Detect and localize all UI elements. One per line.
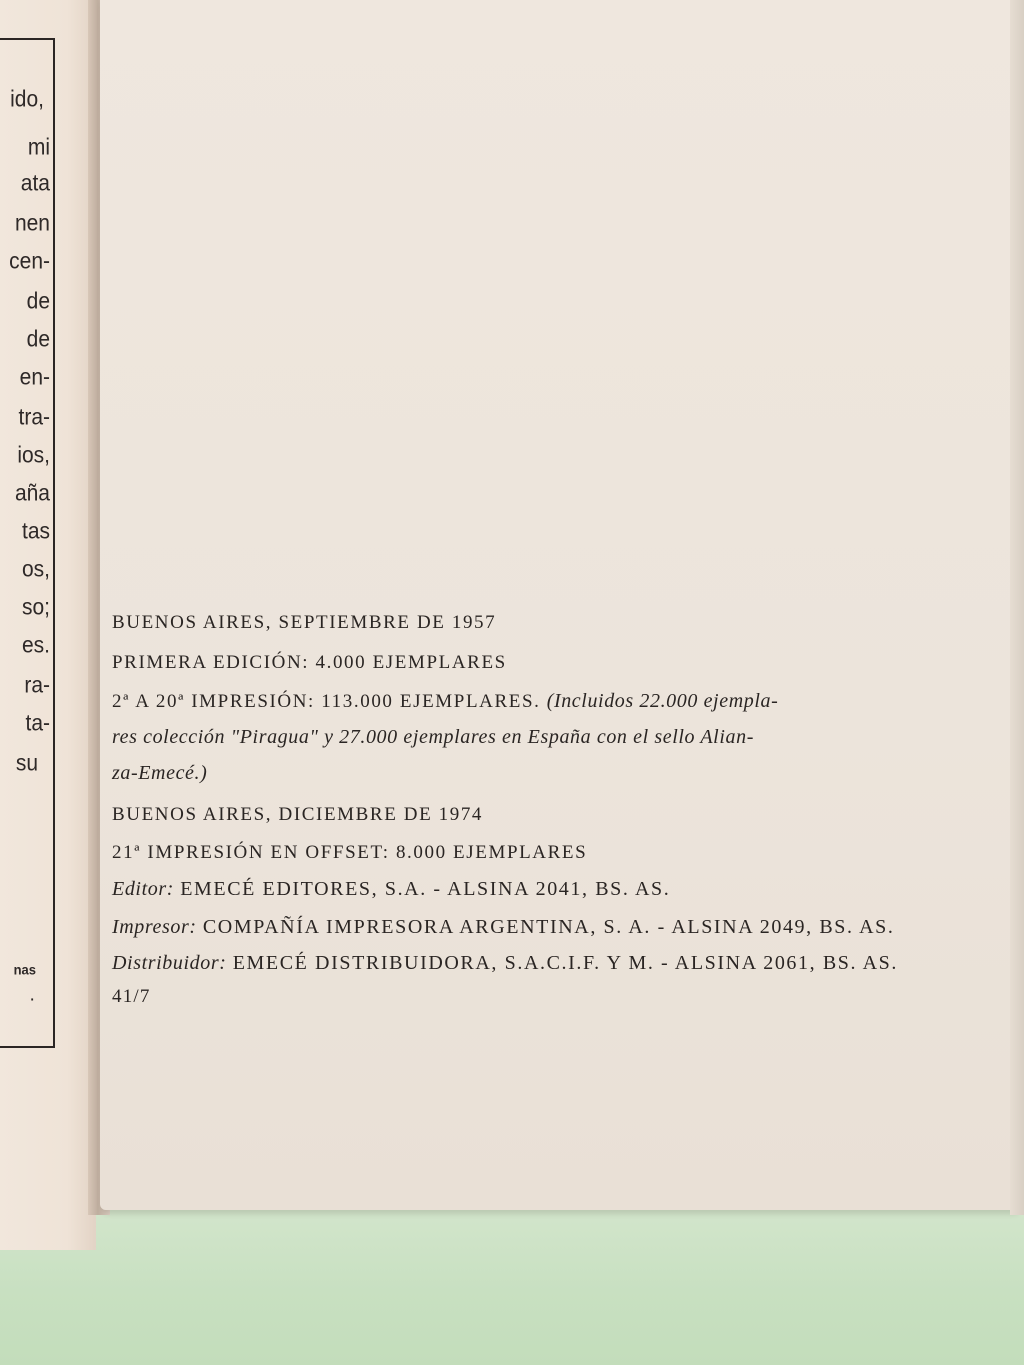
- left-text-fragment: .: [30, 987, 34, 1004]
- colophon-distribuidor-line: [112, 952, 898, 975]
- right-page-edge: [1010, 0, 1024, 1215]
- left-text-fragment: cen-: [9, 249, 50, 274]
- colophon-editor-label: Editor:: [112, 878, 174, 900]
- colophon-reprints-note-end: za-Emecé.): [112, 762, 208, 784]
- left-text-fragment: ata: [20, 171, 50, 196]
- left-text-fragment: de: [26, 327, 50, 352]
- left-text-fragment: tas: [21, 519, 50, 544]
- right-page: [100, 0, 1015, 1210]
- colophon-reprints-note-cont: res colección "Piragua" y 27.000 ejemplares en España con el sello Alian-: [112, 726, 754, 748]
- left-text-fragment: su: [15, 751, 38, 776]
- left-text-fragment: ido,: [10, 87, 44, 112]
- left-text-fragment: de: [26, 289, 50, 314]
- left-text-fragment: ta-: [25, 711, 50, 736]
- left-text-fragment: tra-: [18, 405, 50, 430]
- colophon-reprints-copies: 2ª A 20ª IMPRESIÓN: 113.000 EJEMPLARES.: [112, 691, 541, 712]
- colophon-code: 41/7: [112, 986, 151, 1007]
- left-text-fragment: mi: [27, 135, 50, 160]
- colophon-impresor-label: Impresor:: [112, 916, 197, 938]
- left-text-fragment: nen: [14, 211, 50, 236]
- colophon-first-edition-copies: PRIMERA EDICIÓN: 4.000 EJEMPLARES: [112, 652, 507, 673]
- left-text-fragment: es.: [21, 633, 50, 658]
- colophon-reprints-line: [112, 690, 778, 713]
- colophon-current-copies: 21ª IMPRESIÓN EN OFFSET: 8.000 EJEMPLARES: [112, 842, 588, 863]
- left-page: [0, 0, 96, 1250]
- colophon-impresor-value: COMPAÑÍA IMPRESORA ARGENTINA, S. A. - ALSINA 2049, BS. AS.: [202, 916, 895, 938]
- colophon-first-edition-date: BUENOS AIRES, SEPTIEMBRE DE 1957: [112, 612, 497, 633]
- colophon-reprints-note: (Incluidos 22.000 ejempla-: [546, 690, 779, 712]
- colophon-distribuidor-label: Distribuidor:: [112, 952, 227, 974]
- left-text-fragment: ra-: [24, 673, 50, 698]
- colophon-editor-line: [112, 878, 670, 901]
- left-text-fragment: so;: [21, 595, 50, 620]
- left-text-fragment: os,: [21, 557, 50, 582]
- left-text-fragment: aña: [14, 481, 50, 506]
- colophon-distribuidor-value: EMECÉ DISTRIBUIDORA, S.A.C.I.F. Y M. - ALSINA 2061, BS. AS.: [232, 952, 898, 974]
- colophon-current-date: BUENOS AIRES, DICIEMBRE DE 1974: [112, 804, 484, 825]
- left-text-fragment: nas: [13, 961, 36, 978]
- left-text-fragment: en-: [19, 365, 50, 390]
- left-text-fragment: ios,: [17, 443, 50, 468]
- colophon-impresor-line: [112, 916, 895, 939]
- colophon-editor-value: EMECÉ EDITORES, S.A. - ALSINA 2041, BS. AS.: [180, 878, 671, 900]
